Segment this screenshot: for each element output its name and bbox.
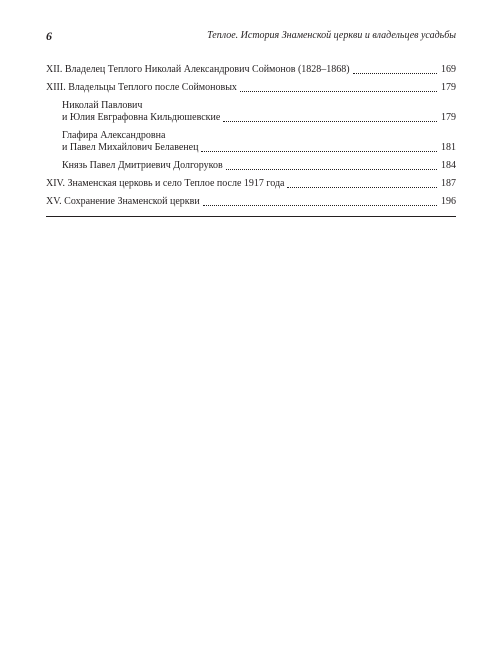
toc-entry[interactable] <box>46 196 456 208</box>
running-title: Теплое. История Знаменской церкви и владельцев усадьбы <box>207 30 456 41</box>
toc-entry-line: Глафира Александровна <box>62 130 166 141</box>
toc-entry-line: Николай Павлович <box>62 100 143 111</box>
toc-page-number: 184 <box>441 160 456 171</box>
toc-entry[interactable] <box>46 160 456 172</box>
table-of-contents <box>46 64 456 223</box>
dot-leader <box>353 73 437 74</box>
toc-entry[interactable] <box>46 100 456 124</box>
dot-leader <box>226 169 437 170</box>
page-header <box>46 29 456 45</box>
toc-page-number: 169 <box>441 64 456 75</box>
toc-entry[interactable] <box>46 130 456 154</box>
toc-entry[interactable] <box>46 64 456 76</box>
toc-page-number: 187 <box>441 178 456 189</box>
dot-leader <box>287 187 437 188</box>
toc-entry[interactable] <box>46 178 456 190</box>
toc-entry-title: Князь Павел Дмитриевич Долгоруков <box>62 160 223 171</box>
toc-entry-title: XV. Сохранение Знаменской церкви <box>46 196 200 207</box>
dot-leader <box>223 121 437 122</box>
toc-page-number: 181 <box>441 142 456 153</box>
toc-page-number: 196 <box>441 196 456 207</box>
toc-entry-title: XIV. Знаменская церковь и село Теплое после 1917 года <box>46 178 285 189</box>
page-number: 6 <box>46 29 52 43</box>
dot-leader <box>201 151 437 152</box>
toc-entry-title: XIII. Владельцы Теплого после Соймоновых <box>46 82 237 93</box>
toc-entry-title: XII. Владелец Теплого Николай Александрович Соймонов (1828–1868) <box>46 64 350 75</box>
dot-leader <box>203 205 437 206</box>
toc-entry-title: и Павел Михайлович Белавенец <box>62 142 199 153</box>
dot-leader <box>240 91 437 92</box>
toc-page-number: 179 <box>441 112 456 123</box>
toc-entry-title: и Юлия Евграфовна Кильдюшевские <box>62 112 221 123</box>
toc-entry[interactable] <box>46 82 456 94</box>
toc-page-number: 179 <box>441 82 456 93</box>
